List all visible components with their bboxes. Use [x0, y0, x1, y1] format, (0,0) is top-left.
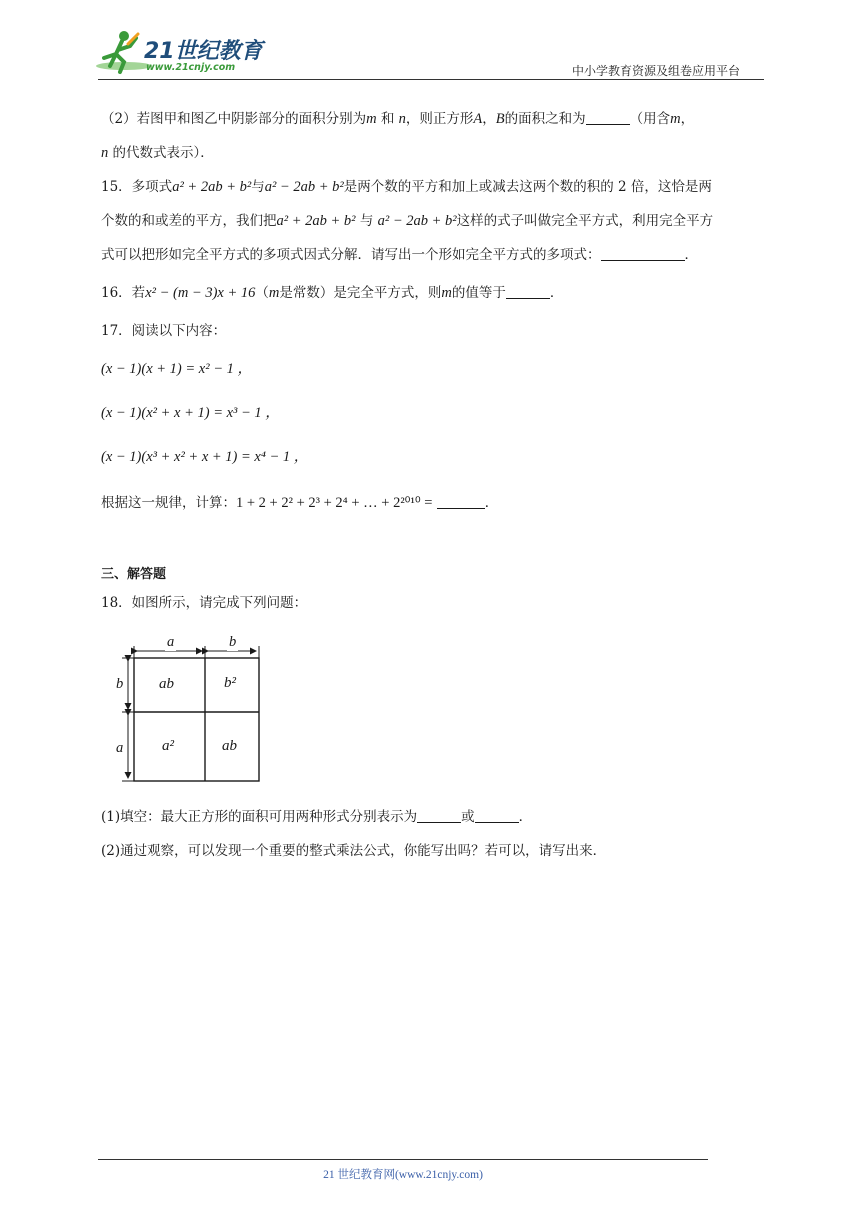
q15-with: 与 [359, 213, 374, 229]
q16-line [101, 281, 563, 302]
q17-row-1: (x − 1)(x + 1) = x² − 1 ， [101, 361, 252, 377]
label-left-a: a [116, 740, 124, 756]
var-m: m [268, 285, 280, 301]
answer-blank[interactable] [601, 247, 685, 261]
var-B: B [495, 111, 505, 127]
q15-text1: 是两个数的平方和加上或减去这两个数的积的 2 倍，这恰是两 [343, 179, 712, 195]
q18-heading: 18．如图所示，请完成下列问题： [101, 595, 308, 611]
q15-end: ． [684, 247, 698, 263]
q14-and: 和 [380, 111, 395, 127]
q17-heading: 17．阅读以下内容： [101, 323, 227, 339]
q18-part1 [101, 805, 532, 825]
q14-text4: （用含 [629, 111, 671, 127]
logo-text: 21世纪教育 [144, 39, 263, 64]
q14-comma: ， [482, 111, 496, 127]
square-diagram-svg [108, 632, 268, 787]
math-expr: a² − 2ab + b² [264, 179, 344, 195]
q17-calc-line [101, 491, 498, 512]
site-logo[interactable] [94, 28, 264, 78]
q14-text2: ，则正方形 [405, 111, 474, 127]
q14-line2-text: 的代数式表示）． [112, 145, 214, 161]
q14-comma: ， [680, 111, 695, 127]
label-left-b: b [116, 676, 124, 692]
var-A: A [473, 111, 483, 127]
q16-text: 是常数）是完全平方式，则 [279, 285, 442, 301]
q14-text: （2）若图甲和图乙中阴影部分的面积分别为 [101, 111, 367, 127]
var-m: m [441, 285, 452, 301]
q14-text3: 的面积之和为 [504, 111, 586, 127]
math-expr: x² − (m − 3)x + 16 [145, 285, 256, 301]
q17-row-2: (x − 1)(x² + x + 1) = x³ − 1 ， [101, 405, 280, 421]
answer-blank[interactable] [417, 809, 461, 823]
answer-blank[interactable] [437, 495, 485, 509]
q17-end: ． [484, 495, 499, 511]
footer-link[interactable]: 21 世纪教育网(www.21cnjy.com) [323, 1169, 483, 1181]
q14-part2-line2 [101, 141, 214, 162]
q16-number: 16．若 [101, 285, 146, 301]
q15-text3: 式可以把形如完全平方式的多项式因式分解．请写出一个形如完全平方式的多项式： [101, 247, 601, 263]
answer-blank[interactable] [506, 285, 550, 299]
q18-part2: (2)通过观察，可以发现一个重要的整式乘法公式，你能写出吗？若可以，请写出来． [101, 843, 607, 859]
outer-square [134, 658, 259, 781]
var-m: m [366, 111, 377, 127]
cell-b-squared: b² [224, 675, 236, 691]
q15-line2 [101, 209, 713, 230]
header-divider [98, 79, 764, 80]
q18-or: 或 [461, 809, 475, 825]
label-top-b: b [229, 634, 237, 650]
answer-blank[interactable] [475, 809, 519, 823]
var-n: n [101, 145, 109, 161]
square-diagram [108, 632, 268, 791]
q14-part2-line1 [101, 107, 694, 128]
q17-row-3: (x − 1)(x³ + x² + x + 1) = x⁴ − 1 ， [101, 449, 309, 465]
var-n: n [398, 111, 406, 127]
math-expr: a² + 2ab + b² [172, 179, 252, 195]
q16-tail: 的值等于 [451, 285, 506, 301]
q15-line1 [101, 175, 712, 196]
footer-divider [98, 1159, 708, 1160]
var-m: m [670, 111, 681, 127]
cell-ab-top: ab [159, 676, 174, 692]
q18-p1-text: (1)填空：最大正方形的面积可用两种形式分别表示为 [101, 809, 418, 825]
math-expr: 1 + 2 + 2² + 2³ + 2⁴ + … + 2²⁰¹⁰ = [236, 495, 433, 511]
q15-text2a: 个数的和或差的平方，我们把 [101, 213, 277, 229]
q15-text2b: 这样的式子叫做完全平方式，利用完全平方 [456, 213, 714, 229]
cell-a-squared: a² [162, 738, 174, 754]
section-title: 三、解答题 [101, 567, 167, 582]
logo-url: www.21cnjy.com [146, 62, 236, 73]
platform-name: 中小学教育资源及组卷应用平台 [572, 64, 741, 78]
q18-end: ． [518, 809, 533, 825]
cell-ab-bottom: ab [222, 738, 237, 754]
q16-paren: （ [255, 285, 269, 301]
q15-line3 [101, 243, 698, 263]
label-top-a: a [167, 634, 175, 650]
q17-rule: 根据这一规律，计算： [101, 495, 236, 511]
math-expr: a² − 2ab + b² [377, 213, 457, 229]
q15-with: 与 [251, 179, 265, 195]
q16-end: ． [549, 285, 564, 301]
math-expr: a² + 2ab + b² [276, 213, 356, 229]
q15-number: 15．多项式 [101, 179, 173, 195]
answer-blank[interactable] [586, 111, 630, 125]
